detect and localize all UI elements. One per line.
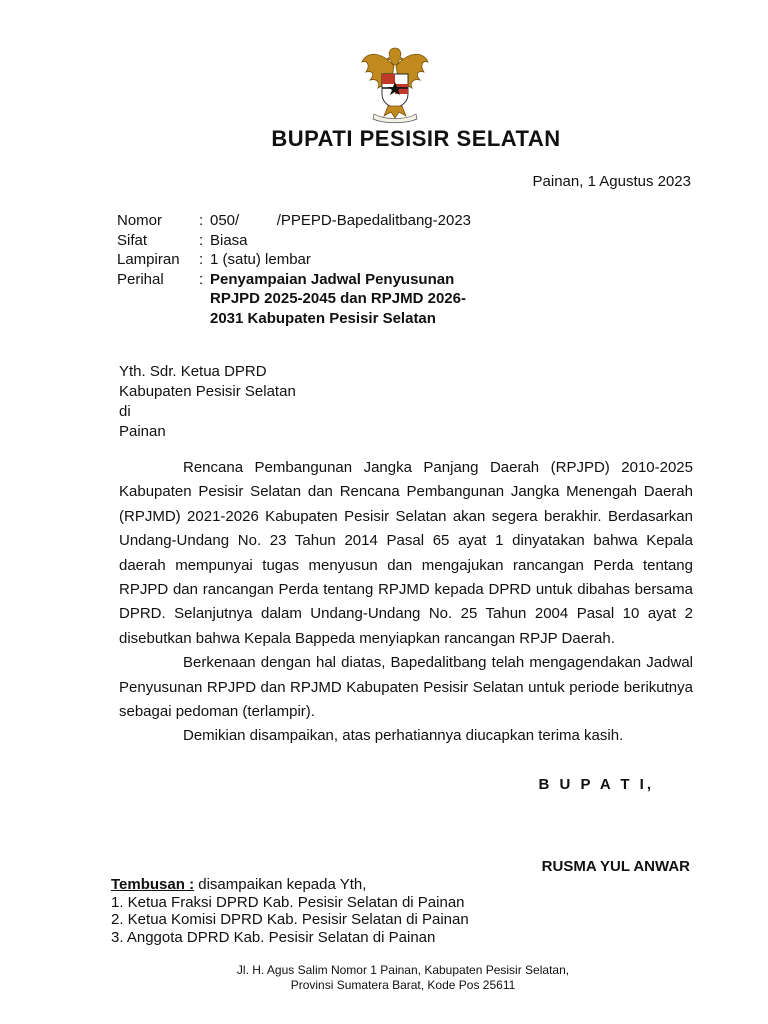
cc-heading-line: [111, 876, 469, 894]
footer-line-2: Provinsi Sumatera Barat, Kode Pos 25611: [290, 977, 516, 992]
footer-line-1: Jl. H. Agus Salim Nomor 1 Painan, Kabupaten Pesisir Selatan,: [236, 963, 570, 977]
cc-heading: Tembusan :: [111, 876, 195, 893]
meta-label: Nomor: [117, 212, 163, 229]
meta-row-nomor: [117, 211, 475, 231]
addressee-line: Kabupaten Pesisir Selatan: [119, 383, 296, 400]
garuda-emblem-icon: [360, 44, 430, 124]
meta-colon: :: [199, 251, 204, 268]
addressee-line: di: [119, 403, 131, 420]
meta-row-lampiran: [117, 250, 475, 270]
body-paragraph: Berkenaan dengan hal diatas, Bapedalitbang telah mengagendakan Jadwal Penyusunan RPJPD dan RPJMD Kabupaten Pesisir Selatan untuk periode berikutnya sebagai pedoman (terlampir).: [119, 654, 693, 721]
meta-label: Lampiran: [117, 251, 180, 268]
addressee-block: [119, 362, 296, 442]
body-paragraph: Demikian disampaikan, atas perhatiannya diucapkan terima kasih.: [183, 727, 624, 745]
meta-colon: :: [199, 231, 204, 249]
letter-body: [119, 456, 693, 749]
meta-row-sifat: [117, 231, 475, 251]
addressee-line: Painan: [119, 423, 166, 440]
letter-title: BUPATI PESISIR SELATAN: [271, 126, 561, 151]
place-date: Painan, 1 Agustus 2023: [532, 173, 691, 190]
cc-item: 2. Ketua Komisi DPRD Kab. Pesisir Selatan di Painan: [111, 911, 469, 928]
addressee-line: Yth. Sdr. Ketua DPRD: [119, 363, 267, 380]
cc-intro: disampaikan kepada Yth,: [194, 876, 367, 893]
cc-block: [111, 876, 469, 946]
cc-item: 3. Anggota DPRD Kab. Pesisir Selatan di Painan: [111, 928, 436, 946]
meta-label: Perihal: [117, 270, 164, 288]
meta-colon: :: [199, 270, 204, 288]
meta-label: Sifat: [117, 231, 148, 249]
letter-meta: [117, 211, 475, 328]
body-paragraph: Rencana Pembangunan Jangka Panjang Daerah (RPJPD) 2010-2025 Kabupaten Pesisir Selatan dan Rencana Pembangunan Jangka Menengah Daerah (RPJMD) 2021-2026 Kabupaten Pesisir Selatan akan segera berakhir. Berdasarkan Undang-Undang No. 23 Tahun 2014 Pasal 65 ayat 1 dinyatakan bahwa Kepala daerah mempunyai tugas menyusun dan mengajukan rancangan Perda tentang RPJPD dan rancangan Perda tentang RPJMD kepada DPRD untuk dibahas bersama DPRD. Selanjutnya dalam Undang-Undang No. 25 Tahun 2004 Pasal 10 ayat 2 disebutkan bahwa Kepala Bappeda menyiapkan rancangan RPJP Daerah.: [119, 459, 693, 647]
meta-colon: :: [199, 212, 204, 229]
meta-row-perihal: [117, 270, 475, 329]
signatory-title: B U P A T I,: [538, 776, 654, 793]
signatory-name: RUSMA YUL ANWAR: [541, 858, 690, 875]
meta-value: Biasa: [210, 231, 248, 249]
cc-item: 1. Ketua Fraksi DPRD Kab. Pesisir Selatan di Painan: [111, 893, 465, 911]
letter-footer: [0, 963, 768, 992]
meta-value: 1 (satu) lembar: [210, 251, 311, 268]
meta-value-subject: Penyampaian Jadwal Penyusunan RPJPD 2025-2045 dan RPJMD 2026-2031 Kabupaten Pesisir Selatan: [210, 270, 466, 327]
meta-value: 050/ /PPEPD-Bapedalitbang-2023: [210, 212, 471, 229]
